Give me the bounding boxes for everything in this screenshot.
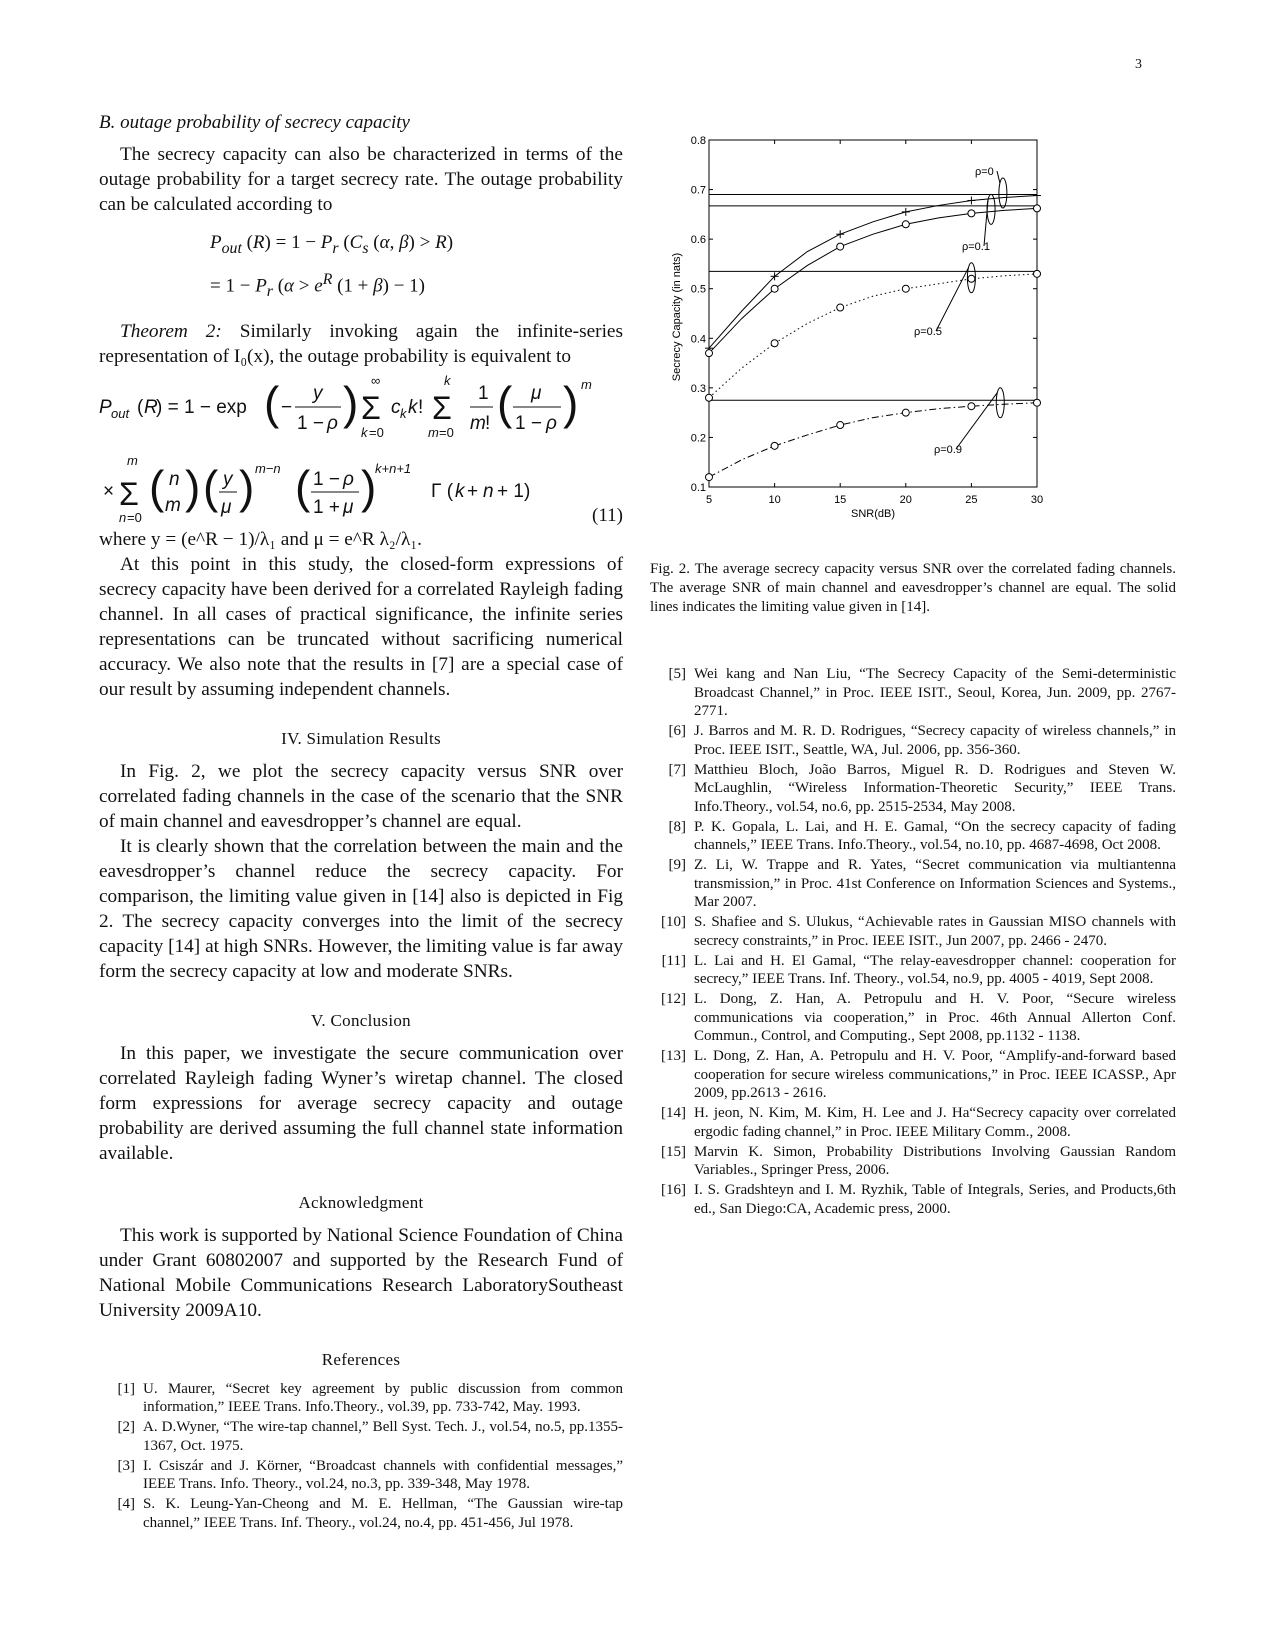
svg-text:(: (	[264, 376, 280, 429]
y-tick-label: 0.2	[690, 432, 706, 445]
data-point	[837, 304, 844, 311]
annotation-label: ρ=0.1	[962, 241, 990, 253]
reference-item: [1] U. Maurer, “Secret key agreement by public discussion from common information,” IEEE Trans. Info.Theory., vol.39, pp. 733-742, May. 1993.	[117, 1380, 623, 1416]
x-tick-label: 30	[1030, 494, 1044, 506]
svg-text:): )	[563, 376, 579, 429]
y-tick-label: 0.8	[690, 135, 706, 147]
svg-text:(: (	[149, 460, 165, 513]
reference-item: [4] S. K. Leung-Yan-Cheong and M. E. Hellman, “The Gaussian wire-tap channel,” IEEE Trans. Inf. Theory., vol.24, no.4, pp. 451-456, Jul 1978.	[117, 1496, 623, 1531]
svg-text:): )	[361, 460, 377, 513]
paragraph-closed-form: At this point in this study, the closed-form expressions of secrecy capacity have been derived for a correlated Rayleigh fading channel. In all cases of practical significance, the infinite series representations can be truncated without sacrificing numerical accuracy. We also note that the results in [7] are a special case of our result by assuming independent channels.	[99, 553, 623, 700]
svg-text:k: k	[455, 480, 465, 502]
reference-item: [8] P. K. Gopala, L. Lai, and H. E. Gamal, “On the secrecy capacity of fading channels,” IEEE Trans. Info.Theory., vol.54, no.10, pp. 4687-4698, Oct 2008.	[668, 818, 1176, 853]
annotation-label: ρ=0.5	[914, 326, 942, 338]
data-point	[1034, 399, 1041, 406]
reference-item: [5] Wei kang and Nan Liu, “The Secrecy Capacity of the Semi-deterministic Broadcast Channel,” in Proc. IEEE ISIT., Seoul, Korea, Jun. 2009, pp. 2767-2771.	[668, 666, 1176, 719]
subsection-title: B. outage probability of secrecy capacity	[99, 112, 410, 133]
where-clause: where y = (e^R − 1)/λ₁ and μ = e^R λ₂/λ₁.	[99, 528, 422, 550]
reference-list-left	[99, 1380, 623, 1533]
svg-text:(: (	[203, 460, 219, 513]
svg-text:m: m	[127, 452, 138, 468]
series-line	[709, 208, 1037, 353]
svg-text:c: c	[391, 396, 401, 418]
data-point	[968, 275, 975, 282]
reference-item: [6] J. Barros and M. R. D. Rodrigues, “Secrecy capacity of wireless channels,” in Proc. IEEE ISIT., Seattle, WA, Jul. 2006, pp. 356-360.	[668, 723, 1176, 758]
svg-text:+: +	[467, 480, 479, 502]
svg-text:) = 1 − exp: ) = 1 − exp	[156, 396, 247, 418]
svg-text:μ: μ	[221, 496, 232, 518]
svg-text:y: y	[223, 468, 233, 490]
x-axis-label: SNR(dB)	[850, 508, 896, 520]
annotation-ellipse	[996, 388, 1004, 418]
section-simulation-title: IV. Simulation Results	[281, 728, 441, 748]
paragraph-conclusion: In this paper, we investigate the secure communication over correlated Rayleigh fading Wyner’s wiretap channel. The closed form expressions for average secrecy capacity and outage probability are derived assuming the full channel state information available.	[99, 1042, 623, 1164]
svg-text:): )	[239, 460, 255, 513]
svg-text:k+n+1: k+n+1	[375, 460, 412, 476]
x-tick-label: 15	[834, 494, 847, 506]
annotation-label: ρ=0.9	[934, 444, 962, 456]
svg-text:1: 1	[478, 382, 489, 404]
data-point	[902, 285, 909, 292]
data-point	[1034, 205, 1041, 212]
svg-text:y: y	[313, 382, 323, 404]
svg-text:k: k	[408, 396, 418, 418]
y-axis-label: Secrecy Capacity (in nats)	[671, 252, 683, 382]
reference-item: [9] Z. Li, W. Trappe and R. Yates, “Secret communication via multiantenna transmission,” in Proc. 41st Conference on Information Sciences and Systems., Mar 2007.	[668, 857, 1176, 910]
svg-text:1 +: 1 +	[313, 496, 340, 518]
x-tick-label: 10	[768, 494, 781, 506]
page-number: 3	[1135, 57, 1142, 72]
paragraph-ack: This work is supported by National Science Foundation of China under Grant 60802007 and supported by the Research Fund of National Mobile Communications Research LaboratorySoutheast University 2009A10.	[99, 1224, 623, 1321]
reference-item: [3] I. Csiszár and J. Körner, “Broadcast channels with confidential messages,” IEEE Trans. Info. Theory., vol.24, no.3, pp. 339-348, May 1978.	[117, 1457, 623, 1493]
svg-text:ρ: ρ	[546, 412, 557, 434]
svg-text:×: ×	[103, 480, 115, 502]
svg-text:1 −: 1 −	[313, 468, 340, 490]
svg-text:−: −	[281, 396, 293, 418]
reference-item: [11] L. Lai and H. El Gamal, “The relay-eavesdropper channel: cooperation for secrecy,” IEEE Trans. Inf. Theory., vol.54, no.9, pp. 4005 - 4019, Sept 2008.	[661, 952, 1176, 987]
x-tick-label: 20	[899, 494, 912, 506]
reference-item: [7] Matthieu Bloch, João Barros, Miguel R. D. Rodrigues and Steven W. McLaughlin, “Wireless Information-Theoretic Security,” IEEE Trans. Info.Theory., vol.54, no.6, pp. 2515-2534, May 2008.	[668, 761, 1176, 815]
reference-item: [14] H. jeon, N. Kim, M. Kim, H. Lee and J. Ha“Secrecy capacity over correlated ergodic fading channel,” in Proc. IEEE Military Comm., 2008.	[661, 1105, 1176, 1140]
svg-text:1 −: 1 −	[297, 412, 324, 434]
equation-number: (11)	[592, 504, 623, 526]
data-point	[706, 474, 713, 481]
series-line	[709, 274, 1037, 398]
svg-text:!: !	[418, 396, 424, 418]
secrecy-capacity-chart	[671, 135, 1120, 525]
left-column	[99, 112, 623, 1534]
theorem-label: Theorem 2:	[120, 320, 222, 342]
data-point	[968, 403, 975, 410]
svg-text:Σ: Σ	[361, 389, 381, 426]
equation-line-1: $P_{out}$ $(R) = 1 - P_r$ ($C_s$ (α, β) > R)	[210, 232, 454, 257]
section-refs-title: References	[321, 1349, 401, 1369]
svg-text:n: n	[169, 468, 180, 490]
svg-text:R: R	[144, 396, 158, 418]
data-point	[706, 394, 713, 401]
svg-text:out: out	[111, 405, 130, 421]
svg-text:1 −: 1 −	[515, 412, 542, 434]
svg-text:+ 1): + 1)	[497, 480, 531, 502]
reference-item: [12] L. Dong, Z. Han, A. Petropulu and H. V. Poor, “Secure wireless communications via cooperation,” in Proc. 46th Annual Allerton Conf. Commun., Control, and Computing., Sept 2008, pp.1132 - 1138.	[661, 991, 1176, 1044]
svg-text:m: m	[165, 494, 181, 516]
svg-text:): )	[343, 376, 359, 429]
plot-frame	[709, 140, 1037, 487]
svg-text:m: m	[470, 412, 486, 434]
x-tick-label: 5	[705, 494, 713, 506]
svg-text:m: m	[581, 376, 592, 392]
equation-11-render	[99, 372, 623, 525]
svg-text:m−n: m−n	[255, 460, 281, 476]
reference-item: [10] S. Shafiee and S. Ulukus, “Achievable rates in Gaussian MISO channels with secrecy constraints,” in Proc. IEEE ISIT., Jun 2007, pp. 2466 - 2470.	[661, 914, 1176, 949]
reference-item: [16] I. S. Gradshteyn and I. M. Ryzhik, Table of Integrals, Series, and Products,6th ed., San Diego:CA, Academic press, 2000.	[661, 1182, 1176, 1217]
svg-text:k: k	[444, 372, 451, 388]
reference-item: [15] Marvin K. Simon, Probability Distributions Involving Gaussian Random Variables., Springer Press, 2006.	[661, 1143, 1176, 1178]
data-point	[837, 422, 844, 429]
annotation-arrow	[997, 171, 1000, 183]
svg-text:): )	[185, 460, 201, 513]
x-tick-label: 25	[965, 494, 978, 506]
svg-text:(: (	[497, 376, 513, 429]
figure-caption: Fig. 2. The average secrecy capacity versus SNR over the correlated fading channels. The average SNR of main channel and eavesdropper’s channel are equal. The solid lines indicates the limiting value given in [14].	[650, 561, 1176, 615]
svg-text:ρ: ρ	[327, 412, 338, 434]
svg-text:(: (	[295, 460, 311, 513]
svg-text:n: n	[483, 480, 494, 502]
annotation-arrow	[936, 268, 968, 331]
data-point	[902, 221, 909, 228]
data-point	[771, 340, 778, 347]
data-point	[771, 442, 778, 449]
svg-text:μ: μ	[343, 496, 354, 518]
svg-text:k: k	[400, 405, 407, 421]
svg-text:P: P	[99, 396, 112, 418]
data-point	[706, 350, 713, 357]
equation-outage	[210, 227, 623, 307]
plot-group	[691, 135, 1043, 520]
svg-text:∞: ∞	[371, 372, 381, 388]
series-line	[709, 403, 1037, 477]
data-point	[968, 210, 975, 217]
y-tick-label: 0.4	[690, 333, 706, 346]
section-ack-title: Acknowledgment	[298, 1192, 424, 1212]
svg-text:Σ: Σ	[432, 389, 452, 426]
svg-text:=0: =0	[439, 424, 454, 440]
annotation-arrow	[956, 393, 997, 449]
annotation-label: ρ=0	[975, 166, 994, 178]
equation-line-2: = $1 - P_r$ ($\alpha > e^R$ (1 + β) − 1)	[210, 270, 425, 300]
svg-text:!: !	[485, 412, 491, 434]
reference-list-right	[650, 665, 1176, 1218]
paragraph-simulation-2: It is clearly shown that the correlation between the main and the eavesdropper’s channel reduce the secrecy capacity. For comparison, the limiting value given in [14] also is depicted in Fig 2. The secrecy capacity converges into the limit of the secrecy capacity [14] at high SNRs. However, the limiting value is far away form the secrecy capacity at low and moderate SNRs.	[99, 835, 623, 982]
data-point	[1034, 270, 1041, 277]
y-tick-label: 0.3	[690, 382, 706, 395]
right-column	[650, 560, 1176, 1220]
y-tick-label: 0.5	[690, 283, 706, 296]
paragraph-outage-intro: The secrecy capacity can also be characterized in terms of the outage probability for a target secrecy rate. The outage probability can be calculated according to	[99, 144, 623, 215]
y-tick-label: 0.6	[690, 234, 706, 247]
equation-11	[99, 372, 623, 525]
reference-item: [13] L. Dong, Z. Han, A. Petropulu and H. V. Poor, “Amplify-and-forward based cooperation for secure wireless communications,” in Proc. IEEE ICASSP., Apr 2009, pp.2613 - 2616.	[661, 1048, 1176, 1101]
svg-text:ρ: ρ	[343, 468, 354, 490]
figure-2	[671, 135, 1120, 525]
data-point	[837, 243, 844, 250]
reference-item: [2] A. D.Wyner, “The wire-tap channel,” Bell Syst. Tech. J., vol.54, no.5, pp.1355-1367, Oct. 1975.	[117, 1419, 623, 1454]
svg-text:Γ (: Γ (	[431, 480, 454, 502]
svg-text:k: k	[361, 424, 368, 440]
svg-text:Σ: Σ	[119, 475, 139, 512]
svg-text:(: (	[137, 396, 144, 418]
theorem-text: Similarly invoking again the infinite-series representation of I₀(x), the outage probability is equivalent to	[99, 320, 623, 367]
y-tick-label: 0.7	[690, 184, 706, 197]
data-point	[771, 285, 778, 292]
theorem-2	[99, 319, 623, 369]
svg-text:=0: =0	[369, 424, 384, 440]
svg-text:=0: =0	[127, 509, 142, 525]
section-conclusion-title: V. Conclusion	[311, 1010, 411, 1030]
svg-text:n: n	[119, 509, 127, 525]
svg-text:μ: μ	[531, 382, 542, 404]
y-tick-label: 0.1	[690, 482, 706, 494]
paragraph-simulation-1: In Fig. 2, we plot the secrecy capacity versus SNR over correlated fading channels in the case of the scenario that the SNR of main channel and eavesdropper’s channel are equal.	[99, 760, 623, 832]
data-point	[902, 409, 909, 416]
svg-text:m: m	[428, 424, 439, 440]
